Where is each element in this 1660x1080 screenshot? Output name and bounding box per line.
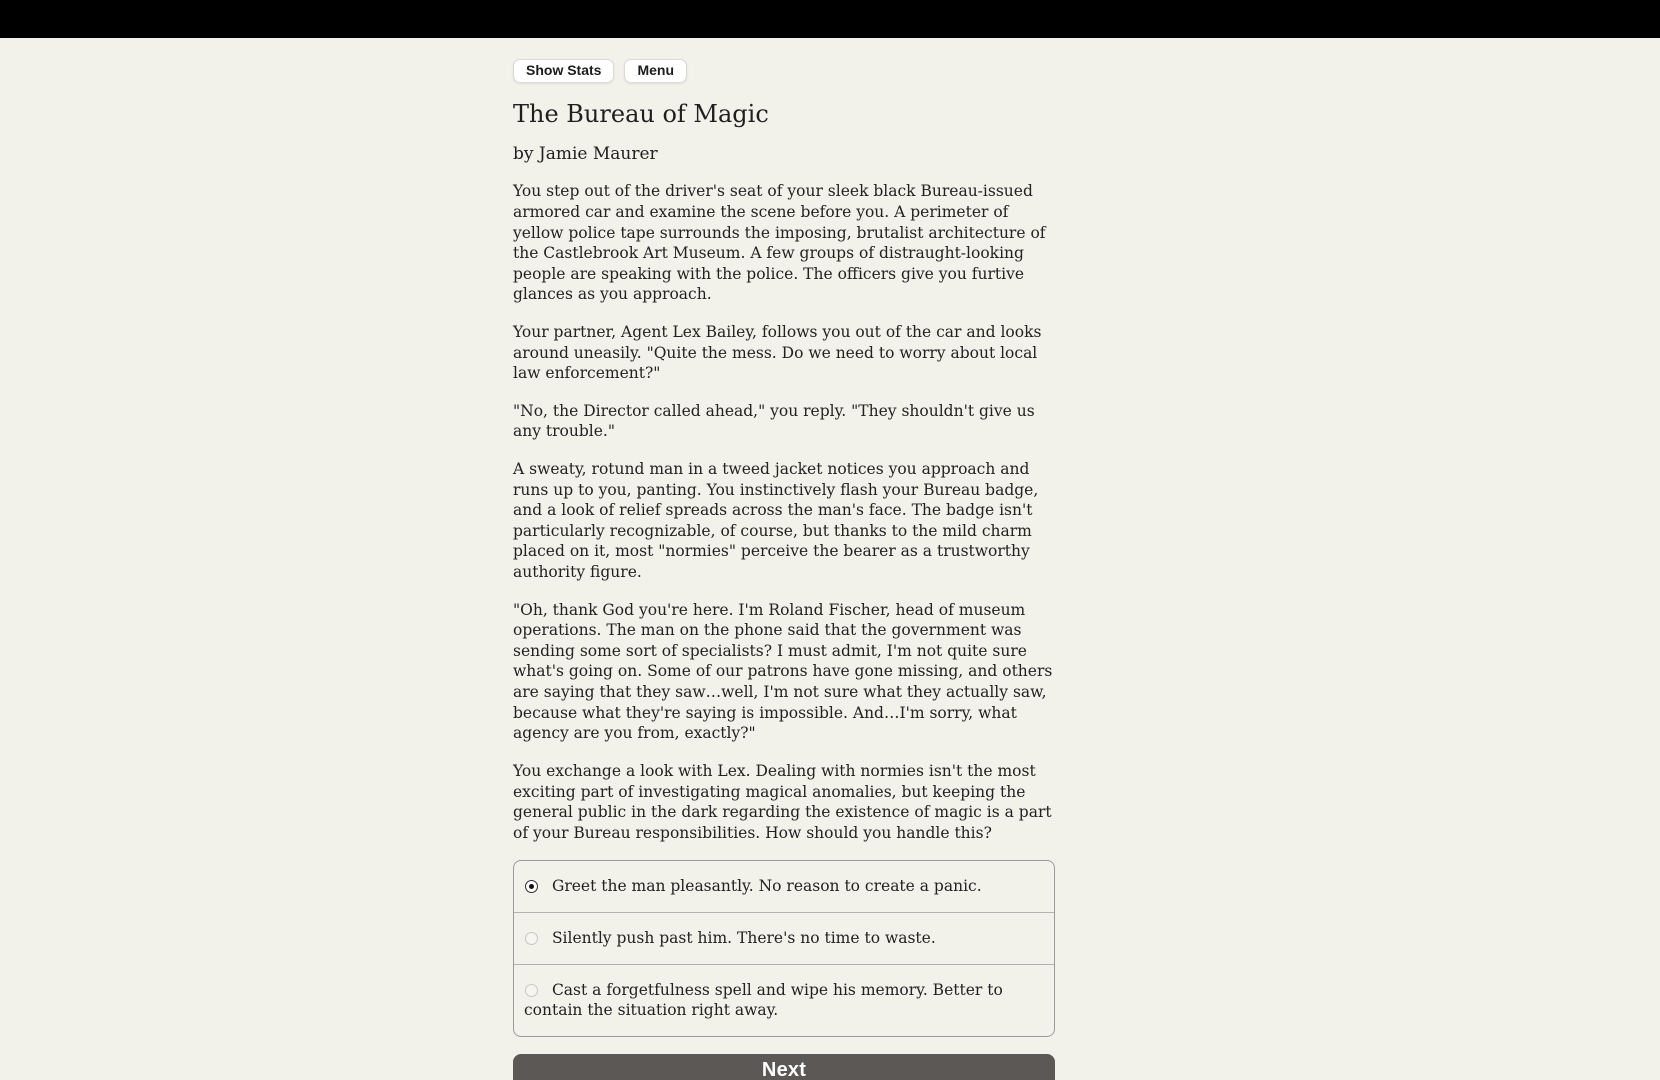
- menu-button[interactable]: Menu: [624, 59, 687, 83]
- choice-list: [513, 860, 1055, 1036]
- choice-radio[interactable]: [525, 984, 538, 997]
- choice-label: Silently push past him. There's no time to waste.: [551, 928, 936, 947]
- choice-option[interactable]: [514, 964, 1054, 1036]
- choice-option[interactable]: [514, 912, 1054, 964]
- story-paragraph: "No, the Director called ahead," you reply. "They shouldn't give us any trouble.": [513, 401, 1035, 441]
- top-black-bar: [0, 0, 1660, 38]
- story-paragraph: "Oh, thank God you're here. I'm Roland Fischer, head of museum operations. The man on the phone said that the government was sending some sort of specialists? I must admit, I'm not quite sure what's going on. Some of our patrons have gone missing, and others are saying that they saw…well, I'm not sure what they actually saw, because what they're saying is impossible. And…I'm sorry, what agency are you from, exactly?": [513, 600, 1053, 743]
- show-stats-button[interactable]: Show Stats: [513, 59, 614, 83]
- choice-radio[interactable]: [525, 880, 538, 893]
- choice-radio[interactable]: [525, 932, 538, 945]
- story-paragraph: Your partner, Agent Lex Bailey, follows you out of the car and looks around uneasily. "Quite the mess. Do we need to worry about local law enforcement?": [513, 322, 1042, 383]
- toolbar: [513, 59, 1055, 83]
- page-title: The Bureau of Magic: [513, 100, 769, 129]
- story-paragraph: You exchange a look with Lex. Dealing with normies isn't the most exciting part of investigating magical anomalies, but keeping the general public in the dark regarding the existence of magic is a part of your Bureau responsibilities. How should you handle this?: [513, 761, 1052, 842]
- choice-label: Greet the man pleasantly. No reason to create a panic.: [551, 877, 982, 896]
- game-page: [513, 38, 1055, 1080]
- next-button[interactable]: Next: [513, 1054, 1055, 1080]
- choice-option[interactable]: [514, 861, 1054, 912]
- story-text: [513, 181, 1055, 843]
- story-paragraph: A sweaty, rotund man in a tweed jacket notices you approach and runs up to you, panting. You instinctively flash your Bureau badge, and a look of relief spreads across the man's face. The badge isn't particularly recognizable, of course, but thanks to the mild charm placed on it, most "normies" perceive the bearer as a trustworthy authority figure.: [513, 459, 1039, 582]
- choice-label: Cast a forgetfulness spell and wipe his memory. Better to contain the situation right away.: [524, 980, 1003, 1020]
- byline: by Jamie Maurer: [513, 144, 658, 165]
- story-paragraph: You step out of the driver's seat of your sleek black Bureau-issued armored car and examine the scene before you. A perimeter of yellow police tape surrounds the imposing, brutalist architecture of the Castlebrook Art Museum. A few groups of distraught-looking people are speaking with the police. The officers give you furtive glances as you approach.: [513, 182, 1046, 304]
